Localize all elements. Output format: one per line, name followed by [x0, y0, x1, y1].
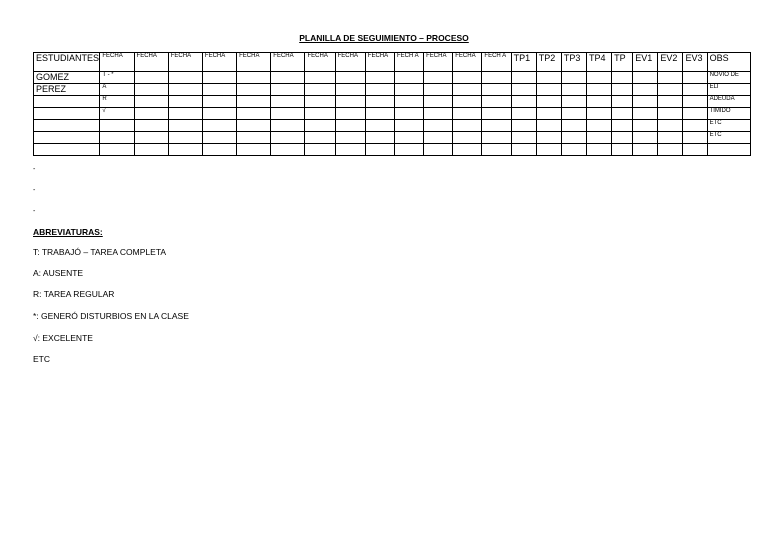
table-cell [453, 72, 482, 84]
table-cell [511, 96, 536, 108]
table-cell [511, 108, 536, 120]
table-cell [335, 120, 365, 132]
mark-cell [100, 144, 134, 156]
table-cell [511, 120, 536, 132]
table-header-cell: FECHA [365, 53, 394, 72]
table-cell [168, 120, 202, 132]
table-cell [612, 72, 633, 84]
table-cell [683, 84, 707, 96]
table-cell [482, 72, 511, 84]
table-header-row [34, 53, 751, 72]
student-name-cell [34, 144, 100, 156]
table-cell [561, 108, 586, 120]
obs-cell: TIMIDO [707, 108, 750, 120]
table-cell [134, 72, 168, 84]
table-cell [202, 108, 236, 120]
table-cell [237, 72, 271, 84]
table-cell [424, 120, 453, 132]
table-cell [633, 144, 658, 156]
table-header-cell: TP4 [586, 53, 611, 72]
student-name-cell [34, 96, 100, 108]
table-cell [536, 132, 561, 144]
table-cell [305, 96, 335, 108]
table-header-cell: ESTUDIANTES [34, 53, 100, 72]
table-cell [658, 84, 683, 96]
table-cell [561, 84, 586, 96]
table-cell [365, 72, 394, 84]
table-cell [424, 96, 453, 108]
table-header-cell: EV2 [658, 53, 683, 72]
mark-cell: R [100, 96, 134, 108]
table-header-cell: FECHA [202, 53, 236, 72]
abbreviation-item: A: AUSENTE [33, 268, 84, 278]
abbreviation-item: *: GENERÓ DISTURBIOS EN LA CLASE [33, 311, 189, 321]
table-cell [586, 96, 611, 108]
table-cell [482, 96, 511, 108]
table-cell [482, 84, 511, 96]
mark-cell [100, 132, 134, 144]
table-cell [271, 108, 305, 120]
table-cell [335, 84, 365, 96]
table-header-cell: FECHA [168, 53, 202, 72]
tracking-table [33, 52, 751, 156]
table-cell [586, 72, 611, 84]
table-cell [612, 132, 633, 144]
table-cell [453, 132, 482, 144]
table-cell [394, 96, 423, 108]
table-header-cell: FECHA [100, 53, 134, 72]
table-cell [394, 132, 423, 144]
table-cell [394, 144, 423, 156]
table-cell [168, 84, 202, 96]
table-cell [168, 132, 202, 144]
table-cell [335, 72, 365, 84]
table-cell [612, 144, 633, 156]
abbreviation-item: ETC [33, 354, 50, 364]
table-cell [612, 108, 633, 120]
table-cell [237, 108, 271, 120]
table-cell [305, 120, 335, 132]
table-cell [561, 72, 586, 84]
dash-mark: - [33, 166, 36, 173]
table-cell [305, 72, 335, 84]
table-header-cell: OBS [707, 53, 750, 72]
table-cell [511, 72, 536, 84]
table-cell [424, 108, 453, 120]
table-cell [536, 72, 561, 84]
table-cell [453, 96, 482, 108]
table-cell [482, 144, 511, 156]
table-cell [271, 144, 305, 156]
table-header-cell: TP1 [511, 53, 536, 72]
table-row [34, 144, 751, 156]
table-row [34, 84, 751, 96]
table-cell [134, 120, 168, 132]
table-cell [365, 96, 394, 108]
table-row [34, 132, 751, 144]
obs-cell: ADEUDA [707, 96, 750, 108]
table-row [34, 72, 751, 84]
table-cell [365, 132, 394, 144]
table-cell [202, 84, 236, 96]
obs-cell [707, 144, 750, 156]
student-name-cell: PEREZ [34, 84, 100, 96]
table-cell [586, 132, 611, 144]
table-cell [365, 84, 394, 96]
table-cell [271, 120, 305, 132]
table-cell [237, 144, 271, 156]
table-cell [683, 72, 707, 84]
abbreviation-item: T: TRABAJÓ – TAREA COMPLETA [33, 247, 167, 257]
abbreviation-item: √: EXCELENTE [33, 333, 93, 343]
table-header-cell: FECHA [453, 53, 482, 72]
table-cell [683, 132, 707, 144]
table-header-cell: EV3 [683, 53, 707, 72]
table-cell [586, 84, 611, 96]
obs-cell: ETC [707, 120, 750, 132]
table-header-cell: FECH A [482, 53, 511, 72]
table-cell [237, 84, 271, 96]
table-cell [271, 96, 305, 108]
table-cell [612, 120, 633, 132]
table-cell [536, 108, 561, 120]
abbreviation-item: R: TAREA REGULAR [33, 289, 115, 299]
mark-cell: T - * [100, 72, 134, 84]
mark-cell [100, 120, 134, 132]
table-cell [237, 120, 271, 132]
page-title: PLANILLA DE SEGUIMIENTO – PROCESO [299, 33, 469, 43]
table-cell [658, 144, 683, 156]
table-cell [536, 120, 561, 132]
table-cell [365, 120, 394, 132]
table-header-cell: FECHA [271, 53, 305, 72]
table-cell [453, 120, 482, 132]
table-cell [168, 96, 202, 108]
table-header-cell: EV1 [633, 53, 658, 72]
student-name-cell: GOMEZ [34, 72, 100, 84]
table-header-cell: FECHA [134, 53, 168, 72]
table-cell [202, 132, 236, 144]
table-cell [237, 96, 271, 108]
table-cell [168, 108, 202, 120]
table-cell [202, 120, 236, 132]
table-cell [305, 144, 335, 156]
table-cell [633, 96, 658, 108]
obs-cell: ETC [707, 132, 750, 144]
table-cell [134, 132, 168, 144]
table-cell [237, 132, 271, 144]
table-cell [365, 108, 394, 120]
table-cell [612, 96, 633, 108]
student-name-cell [34, 132, 100, 144]
table-cell [658, 120, 683, 132]
table-cell [633, 84, 658, 96]
table-cell [168, 72, 202, 84]
table-cell [482, 108, 511, 120]
table-cell [658, 96, 683, 108]
table-cell [134, 96, 168, 108]
table-cell [536, 144, 561, 156]
table-header-cell: TP [612, 53, 633, 72]
table-cell [424, 144, 453, 156]
table-cell [482, 120, 511, 132]
table-cell [586, 144, 611, 156]
table-cell [453, 84, 482, 96]
table-cell [394, 84, 423, 96]
table-cell [424, 84, 453, 96]
table-cell [561, 96, 586, 108]
student-name-cell [34, 108, 100, 120]
table-cell [424, 132, 453, 144]
table-cell [453, 108, 482, 120]
table-cell [202, 72, 236, 84]
table-cell [633, 108, 658, 120]
table-header-cell: TP2 [536, 53, 561, 72]
table-cell [394, 72, 423, 84]
table-cell [658, 72, 683, 84]
table-cell [271, 72, 305, 84]
dash-mark: - [33, 208, 36, 215]
table-cell [511, 84, 536, 96]
table-cell [134, 84, 168, 96]
table-row [34, 108, 751, 120]
table-cell [305, 84, 335, 96]
table-cell [305, 132, 335, 144]
table-cell [202, 96, 236, 108]
table-cell [586, 120, 611, 132]
table-cell [271, 84, 305, 96]
abbreviations-title: ABREVIATURAS: [33, 227, 103, 237]
table-cell [134, 144, 168, 156]
table-cell [612, 84, 633, 96]
table-header-cell: FECHA [424, 53, 453, 72]
table-cell [365, 144, 394, 156]
table-cell [394, 120, 423, 132]
table-cell [202, 144, 236, 156]
table-cell [561, 120, 586, 132]
table-cell [394, 108, 423, 120]
table-cell [658, 108, 683, 120]
table-header-cell: FECH A [394, 53, 423, 72]
table-cell [586, 108, 611, 120]
table-cell [335, 144, 365, 156]
table-cell [561, 132, 586, 144]
table-cell [482, 132, 511, 144]
table-header-cell: FECHA [237, 53, 271, 72]
table-cell [561, 144, 586, 156]
table-cell [335, 132, 365, 144]
table-cell [683, 144, 707, 156]
table-cell [658, 132, 683, 144]
table-cell [424, 72, 453, 84]
table-cell [335, 108, 365, 120]
mark-cell: A [100, 84, 134, 96]
table-header-cell: FECHA [335, 53, 365, 72]
table-cell [453, 144, 482, 156]
obs-cell: ELI [707, 84, 750, 96]
table-cell [683, 108, 707, 120]
table-cell [683, 120, 707, 132]
table-cell [271, 132, 305, 144]
table-cell [633, 120, 658, 132]
table-cell [168, 144, 202, 156]
table-cell [511, 144, 536, 156]
table-header-cell: TP3 [561, 53, 586, 72]
table-cell [683, 96, 707, 108]
table-cell [536, 96, 561, 108]
table-cell [633, 132, 658, 144]
dash-mark: - [33, 187, 36, 194]
table-row [34, 120, 751, 132]
table-cell [305, 108, 335, 120]
student-name-cell [34, 120, 100, 132]
table-cell [536, 84, 561, 96]
mark-cell: √ [100, 108, 134, 120]
table-header-cell: FECHA [305, 53, 335, 72]
obs-cell: NOVIO DE [707, 72, 750, 84]
table-cell [335, 96, 365, 108]
table-cell [633, 72, 658, 84]
table-cell [134, 108, 168, 120]
table-cell [511, 132, 536, 144]
table-row [34, 96, 751, 108]
